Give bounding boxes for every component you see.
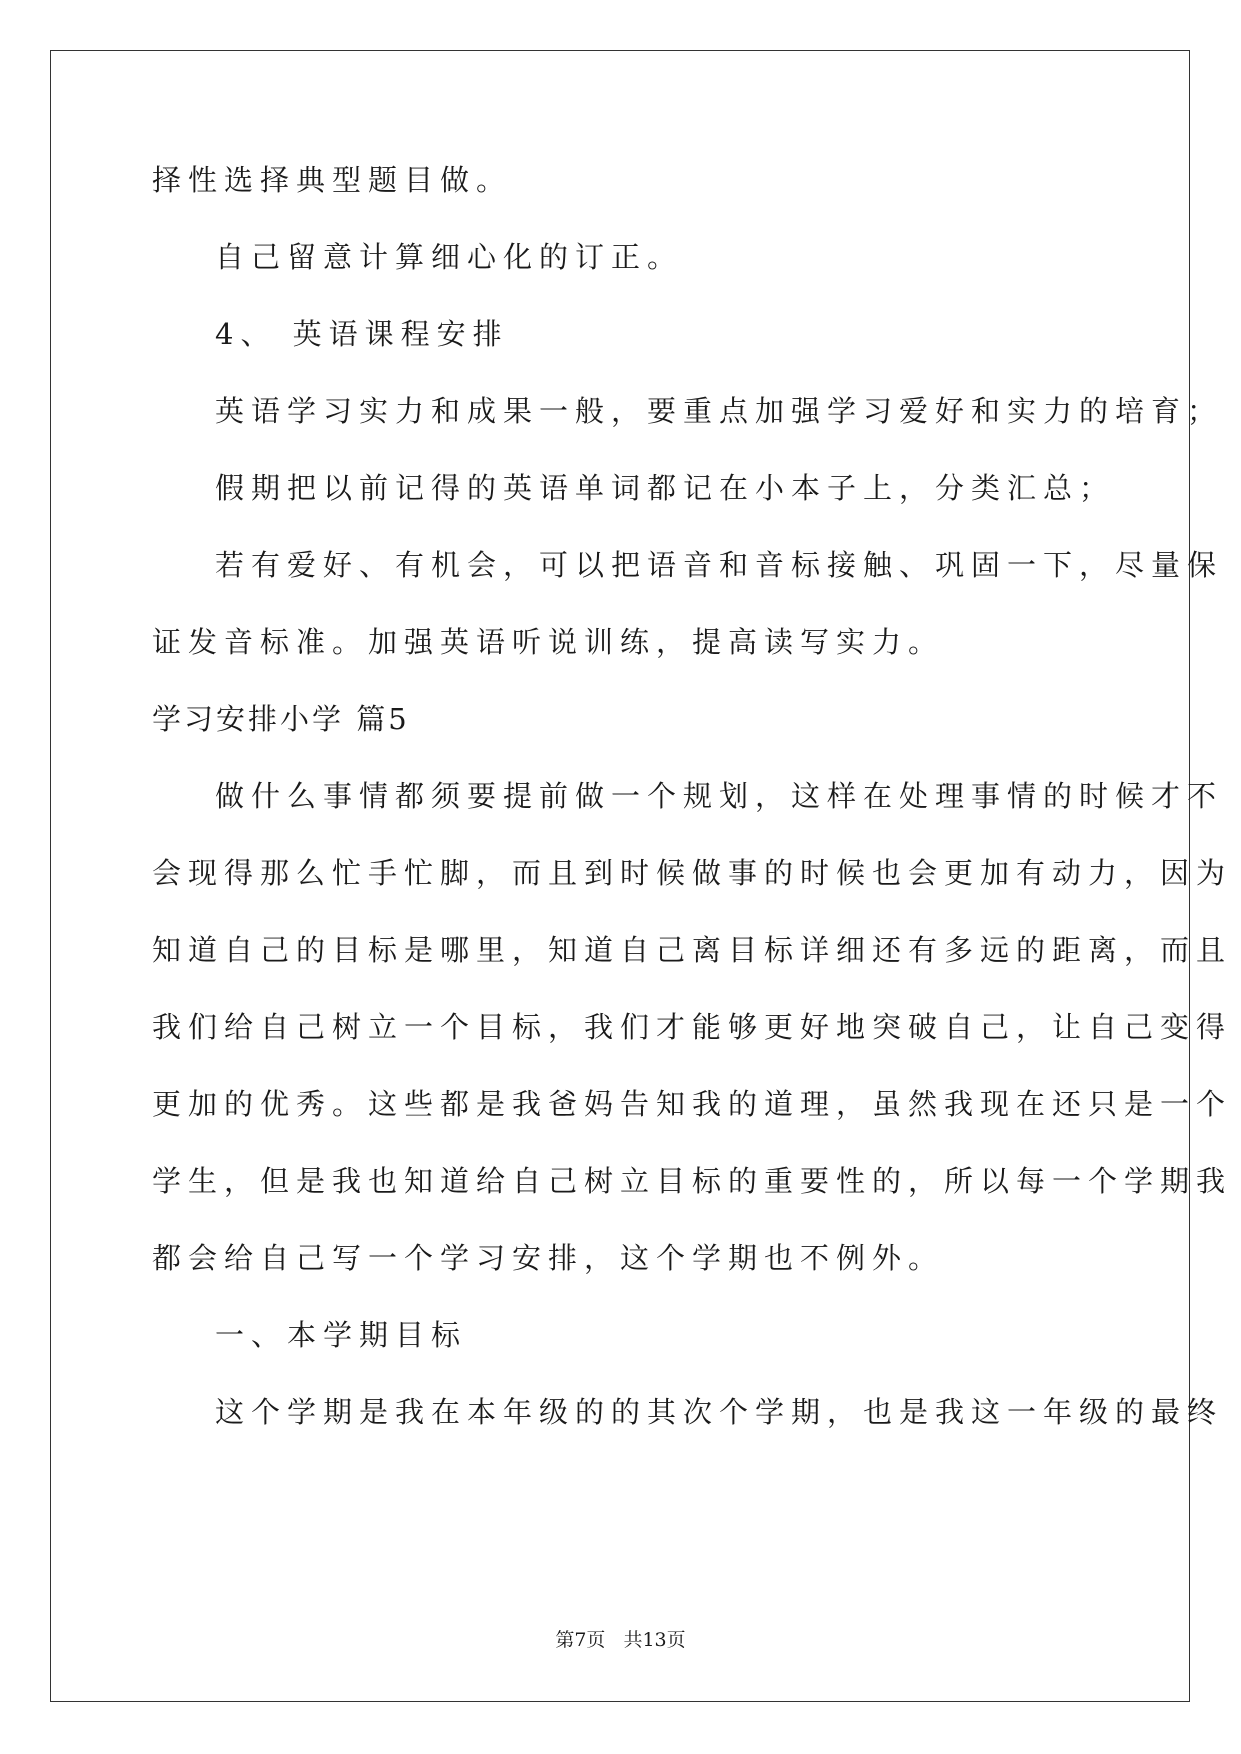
text-line: 会现得那么忙手忙脚，而且到时候做事的时候也会更加有动力，因为	[152, 856, 1233, 890]
text-line: 证发音标准。加强英语听说训练，提高读写实力。	[152, 625, 945, 659]
section-heading: 一、本学期目标	[215, 1318, 468, 1352]
text-line: 我们给自己树立一个目标，我们才能够更好地突破自己，让自己变得	[152, 1010, 1233, 1044]
text-line: 更加的优秀。这些都是我爸妈告知我的道理，虽然我现在还只是一个	[152, 1087, 1233, 1121]
text-line: 择性选择典型题目做。	[152, 163, 513, 197]
text-line: 若有爱好、有机会，可以把语音和音标接触、巩固一下，尽量保	[215, 548, 1224, 582]
text-line: 假期把以前记得的英语单词都记在小本子上，分类汇总；	[215, 471, 1116, 505]
text-line: 做什么事情都须要提前做一个规划，这样在处理事情的时候才不	[215, 779, 1224, 813]
page-total: 共13页	[623, 1629, 686, 1651]
text-line: 学生，但是我也知道给自己树立目标的重要性的，所以每一个学期我	[152, 1164, 1233, 1198]
text-line: 都会给自己写一个学习安排，这个学期也不例外。	[152, 1241, 945, 1275]
text-line: 英语学习实力和成果一般，要重点加强学习爱好和实力的培育；	[215, 394, 1224, 428]
text-line: 自己留意计算细心化的订正。	[215, 240, 684, 274]
page-number: 第7页	[555, 1629, 606, 1651]
text-line: 知道自己的目标是哪里，知道自己离目标详细还有多远的距离，而且	[152, 933, 1233, 967]
article-title: 学习安排小学 篇5	[152, 702, 410, 736]
section-heading: 4、 英语课程安排	[215, 317, 509, 351]
text-line: 这个学期是我在本年级的的其次个学期，也是我这一年级的最终	[215, 1395, 1224, 1429]
page-footer	[0, 1625, 1241, 1652]
